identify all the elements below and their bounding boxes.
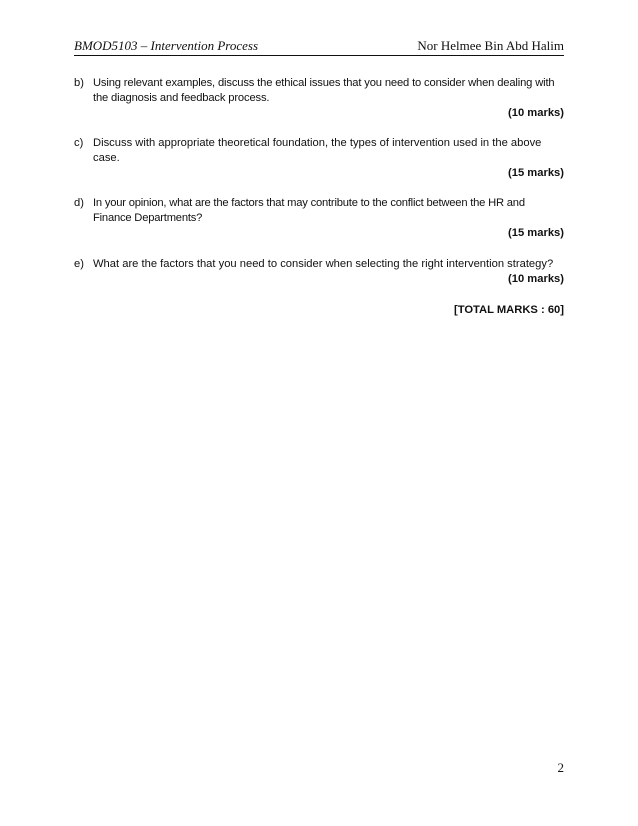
page-number: 2 [557,760,564,775]
question-letter: c) [74,137,84,149]
question-body [93,136,564,181]
question-marks: (10 marks) [508,107,564,119]
question-marks: (10 marks) [508,273,564,285]
question-c [74,136,564,181]
question-marks: (15 marks) [508,167,564,179]
page-header [74,37,564,56]
course-title: BMOD5103 – Intervention Process [74,38,259,53]
question-b [74,76,564,121]
question-list [74,76,564,318]
question-d [74,196,564,241]
question-body [93,76,564,121]
question-e [74,257,564,287]
question-text: In your opinion, what are the factors that may contribute to the conflict between the HR and Finance Departments? [93,197,525,224]
question-body [93,196,564,241]
author-name: Nor Helmee Bin Abd Halim [417,38,564,53]
question-letter: d) [74,197,84,209]
question-marks: (15 marks) [508,227,564,239]
question-body [93,257,564,287]
question-letter: b) [74,77,84,89]
question-text: What are the factors that you need to consider when selecting the right intervention strategy? [93,258,554,270]
question-text: Discuss with appropriate theoretical foundation, the types of intervention used in the above case. [93,137,542,164]
total-marks: [TOTAL MARKS : 60] [453,304,564,316]
question-text: Using relevant examples, discuss the ethical issues that you need to consider when dealing with the diagnosis and feedback process. [93,77,555,104]
question-letter: e) [74,258,84,270]
